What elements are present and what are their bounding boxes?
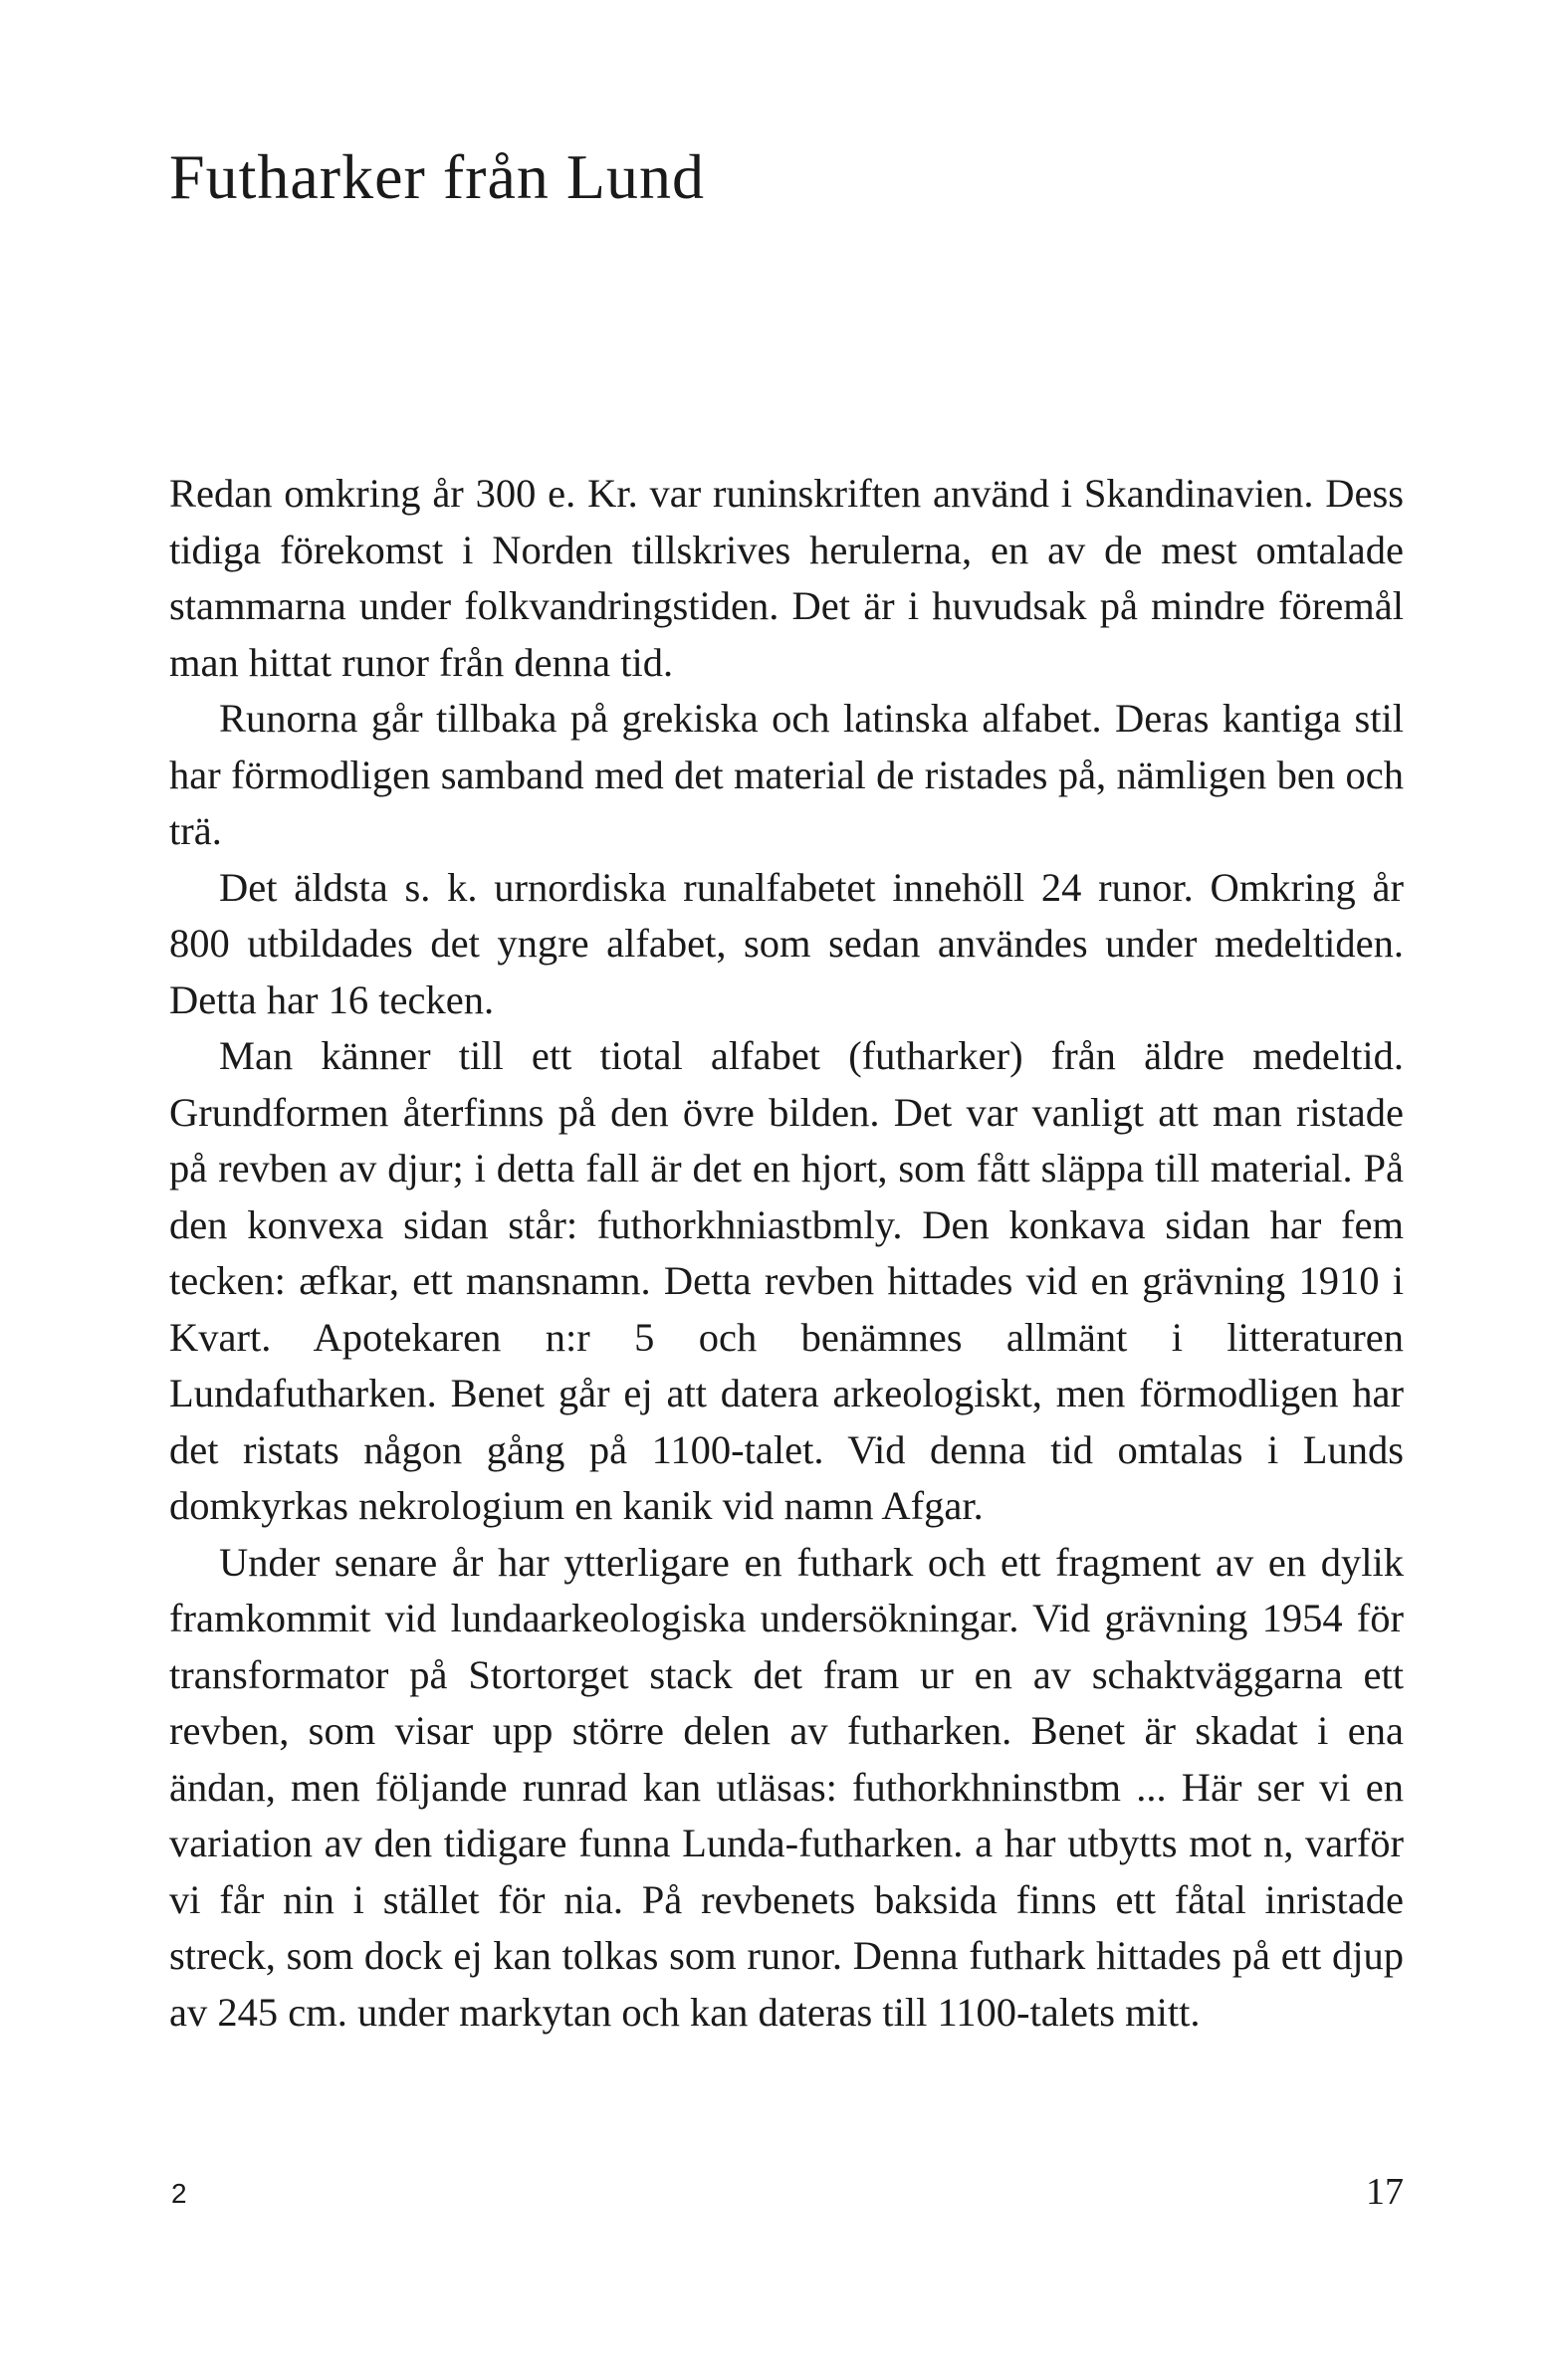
paragraph-5: Under senare år har ytterligare en futhark och ett fragment av en dylik framkommit vid lundaarkeologiska undersökningar. Vid grävning 1954 för transformator på Stortorget stack det fram ur en av schaktväggarna ett revben, som visar upp större delen av futharken. Benet är skadat i ena ändan, men följande runrad kan utläsas: futhorkhninstbm ... Här ser vi en variation av den tidigare funna Lunda-futharken. a har utbytts mot n, varför vi får nin i stället för nia. På revbenets baksida finns ett fåtal inristade streck, som dock ej kan tolkas som runor. Denna futhark hittades på ett djup av 245 cm. under markytan och kan dateras till 1100-talets mitt. (169, 1539, 1404, 2035)
signature-mark: 2 (171, 2178, 187, 2209)
paragraph-1: Redan omkring år 300 e. Kr. var runinskriften använd i Skandinavien. Dess tidiga förekomst i Norden tillskrives herulerna, en av de mest omtalade stammarna under folkvandringstiden. Det är i huvudsak på mindre föremål man hittat runor från denna tid. (169, 471, 1404, 685)
body-text (169, 466, 1404, 2041)
paragraph-4: Man känner till ett tiotal alfabet (futharker) från äldre medeltid. Grundformen återfinns på den övre bilden. Det var vanligt att man ristade på revben av djur; i detta fall är det en hjort, som fått släppa till material. På den konvexa sidan står: futhorkhniastbmly. Den konkava sidan har fem tecken: æfkar, ett mansnamn. Detta revben hittades vid en grävning 1910 i Kvart. Apotekaren n:r 5 och benämnes allmänt i litteraturen Lundafutharken. Benet går ej att datera arkeologiskt, men förmodligen har det ristats någon gång på 1100-talet. Vid denna tid omtalas i Lunds domkyrkas nekrologium en kanik vid namn Afgar. (169, 1033, 1404, 1528)
page-number: 17 (1366, 2171, 1404, 2213)
paragraph-3: Det äldsta s. k. urnordiska runalfabetet innehöll 24 runor. Omkring år 800 utbildades det yngre alfabet, som sedan användes under medeltiden. Detta har 16 tecken. (169, 864, 1404, 1022)
paragraph-2: Runorna går tillbaka på grekiska och latinska alfabet. Deras kantiga stil har förmodligen samband med det material de ristades på, nämligen ben och trä. (169, 696, 1404, 853)
page-title: Futharker från Lund (169, 141, 705, 212)
